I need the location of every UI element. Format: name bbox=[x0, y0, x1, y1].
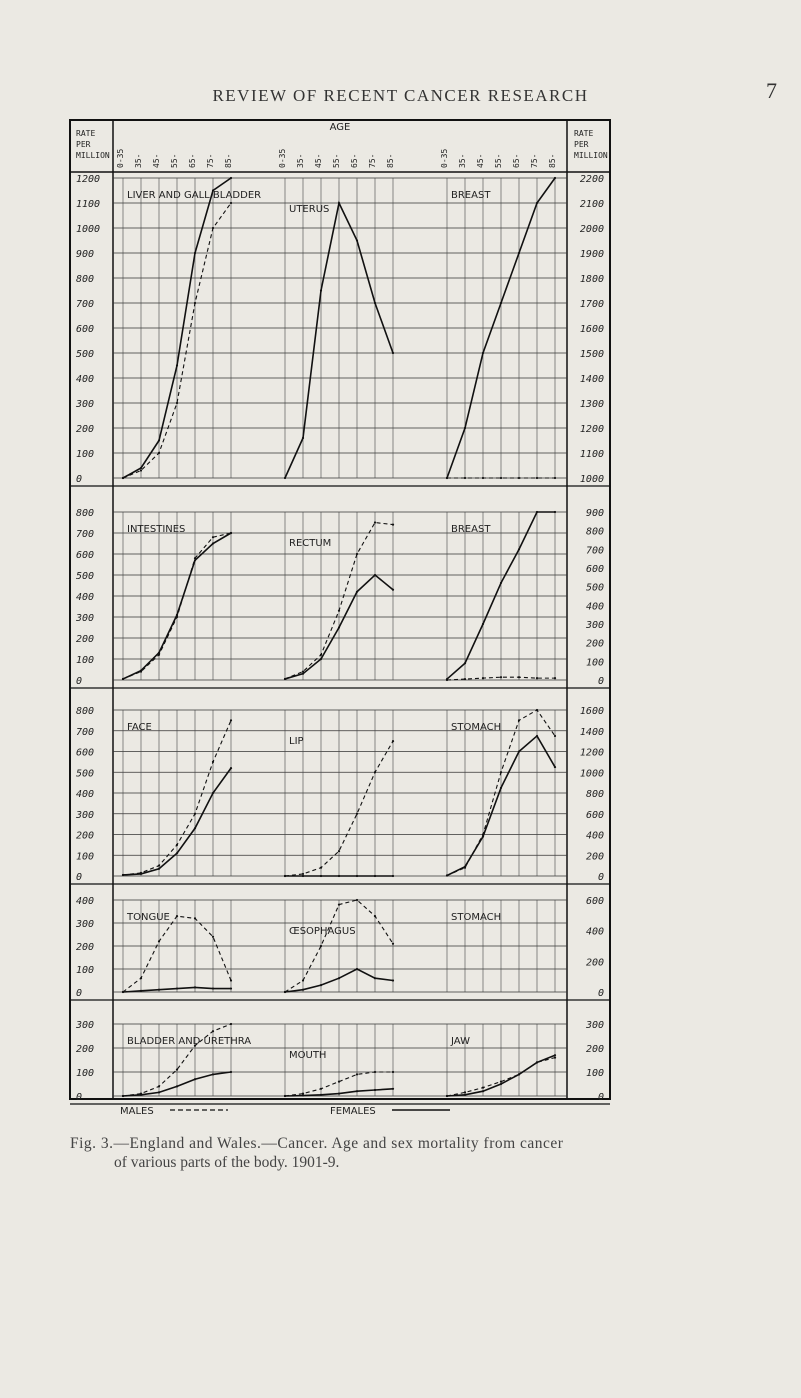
male-data-point bbox=[194, 813, 196, 815]
female-data-point bbox=[320, 1094, 322, 1096]
male-data-point bbox=[230, 202, 232, 204]
male-data-point bbox=[482, 677, 484, 679]
female-data-point bbox=[338, 626, 340, 628]
female-data-point bbox=[140, 990, 142, 992]
male-data-point bbox=[284, 991, 286, 993]
male-data-point bbox=[302, 1093, 304, 1095]
right-tick-label: 700 bbox=[585, 545, 604, 557]
right-tick-label: 1600 bbox=[579, 706, 604, 717]
caption-line-2: of various parts of the body. 1901-9. bbox=[114, 1154, 340, 1171]
female-data-point bbox=[212, 987, 214, 989]
male-data-point bbox=[158, 654, 160, 656]
left-tick-label: 200 bbox=[76, 424, 95, 435]
male-data-point bbox=[392, 524, 394, 526]
male-data-point bbox=[338, 1081, 340, 1083]
male-data-point bbox=[302, 671, 304, 673]
male-data-point bbox=[500, 771, 502, 773]
male-data-point bbox=[554, 477, 556, 479]
left-tick-label: 400 bbox=[76, 789, 95, 800]
female-data-point bbox=[320, 658, 322, 660]
right-tick-label: 1800 bbox=[579, 274, 604, 285]
right-tick-label: 1400 bbox=[579, 374, 604, 385]
male-data-point bbox=[122, 678, 124, 680]
right-axis-title-line: MILLION bbox=[574, 151, 608, 160]
female-data-point bbox=[212, 1073, 214, 1075]
cancer-site-label: LIVER AND GALL BLADDER bbox=[127, 190, 262, 201]
right-tick-label: 2000 bbox=[579, 224, 604, 235]
male-data-point bbox=[482, 1087, 484, 1089]
cancer-site-label: BLADDER AND URETHRA bbox=[127, 1036, 252, 1047]
left-tick-label: 100 bbox=[76, 851, 95, 863]
right-tick-label: 600 bbox=[585, 896, 604, 907]
age-tick-label: 45- bbox=[314, 153, 323, 168]
age-tick-label: 65- bbox=[512, 153, 521, 168]
male-data-point bbox=[392, 1071, 394, 1073]
male-data-point bbox=[446, 1095, 448, 1097]
left-tick-label: 800 bbox=[76, 508, 95, 519]
age-tick-label: 85- bbox=[548, 153, 557, 168]
cancer-site-label: FACE bbox=[127, 722, 152, 733]
right-tick-label: 200 bbox=[585, 638, 604, 650]
male-data-point bbox=[464, 477, 466, 479]
male-data-point bbox=[464, 678, 466, 680]
legend-females-label: FEMALES bbox=[330, 1106, 376, 1117]
female-data-point bbox=[464, 427, 466, 429]
male-data-point bbox=[554, 677, 556, 679]
left-tick-label: 700 bbox=[76, 299, 95, 310]
left-axis-title-line: RATE bbox=[76, 129, 96, 138]
female-data-point bbox=[302, 875, 304, 877]
female-data-point bbox=[500, 1083, 502, 1085]
female-data-point bbox=[500, 582, 502, 584]
male-data-point bbox=[158, 452, 160, 454]
female-data-point bbox=[392, 979, 394, 981]
left-tick-label: 100 bbox=[76, 965, 95, 976]
right-tick-label: 600 bbox=[585, 564, 604, 575]
left-axis-title-line: MILLION bbox=[76, 151, 110, 160]
female-data-point bbox=[482, 352, 484, 354]
female-data-point bbox=[194, 986, 196, 988]
male-data-point bbox=[446, 679, 448, 681]
male-data-point bbox=[536, 677, 538, 679]
age-tick-label: 0-35 bbox=[116, 148, 125, 168]
male-data-point bbox=[320, 945, 322, 947]
male-data-point bbox=[482, 477, 484, 479]
female-data-point bbox=[302, 673, 304, 675]
figure-caption bbox=[70, 1134, 770, 1172]
female-data-point bbox=[392, 1088, 394, 1090]
female-data-point bbox=[230, 177, 232, 179]
female-data-point bbox=[518, 548, 520, 550]
female-data-point bbox=[536, 202, 538, 204]
left-tick-label: 400 bbox=[76, 374, 95, 385]
left-tick-label: 300 bbox=[76, 613, 95, 624]
left-tick-label: 500 bbox=[76, 571, 95, 582]
female-data-point bbox=[302, 1094, 304, 1096]
chart-frame bbox=[70, 120, 610, 1099]
male-data-point bbox=[212, 536, 214, 538]
male-data-point bbox=[536, 477, 538, 479]
male-data-point bbox=[446, 874, 448, 876]
male-data-point bbox=[194, 557, 196, 559]
age-tick-label: 55- bbox=[332, 153, 341, 168]
male-data-point bbox=[230, 719, 232, 721]
left-tick-label: 1100 bbox=[76, 199, 101, 210]
left-tick-label: 300 bbox=[76, 919, 95, 930]
female-data-point bbox=[176, 364, 178, 366]
right-tick-label: 100 bbox=[585, 1068, 604, 1079]
caption-line-1: Fig. 3.—England and Wales.—Cancer. Age and sex mortality from cancer bbox=[70, 1135, 564, 1152]
left-tick-label: 600 bbox=[76, 324, 95, 335]
right-tick-label: 200 bbox=[585, 957, 604, 969]
male-data-point bbox=[176, 844, 178, 846]
male-data-point bbox=[518, 1073, 520, 1075]
cancer-site-label: BREAST bbox=[451, 190, 491, 201]
cancer-site-label: RECTUM bbox=[289, 538, 332, 549]
female-data-point bbox=[176, 1085, 178, 1087]
left-tick-label: 100 bbox=[76, 655, 95, 666]
female-data-point bbox=[320, 289, 322, 291]
male-data-point bbox=[176, 1069, 178, 1071]
female-data-point bbox=[518, 750, 520, 752]
female-data-point bbox=[356, 875, 358, 877]
male-data-point bbox=[320, 1088, 322, 1090]
right-tick-label: 800 bbox=[585, 789, 604, 800]
female-data-point bbox=[230, 767, 232, 769]
female-data-point bbox=[302, 989, 304, 991]
female-data-point bbox=[482, 1090, 484, 1092]
female-data-point bbox=[320, 984, 322, 986]
right-tick-label: 600 bbox=[585, 809, 604, 821]
right-axis-title-line: RATE bbox=[574, 129, 594, 138]
left-tick-label: 400 bbox=[76, 896, 95, 907]
male-data-point bbox=[140, 872, 142, 874]
female-data-point bbox=[302, 437, 304, 439]
male-data-point bbox=[122, 874, 124, 876]
male-data-point bbox=[212, 1030, 214, 1032]
right-tick-label: 1100 bbox=[579, 449, 604, 460]
age-tick-label: 75- bbox=[530, 153, 539, 168]
age-tick-label: 85- bbox=[386, 153, 395, 168]
left-tick-label: 1000 bbox=[76, 224, 101, 235]
male-data-point bbox=[374, 521, 376, 523]
age-tick-label: 65- bbox=[350, 153, 359, 168]
page-number: 7 bbox=[766, 78, 777, 103]
female-data-point bbox=[194, 827, 196, 829]
left-tick-label: 0 bbox=[76, 474, 83, 485]
female-data-point bbox=[482, 835, 484, 837]
right-tick-label: 1900 bbox=[579, 249, 604, 260]
right-tick-label: 200 bbox=[585, 1044, 604, 1055]
female-data-point bbox=[158, 989, 160, 991]
left-tick-label: 500 bbox=[76, 349, 95, 360]
right-tick-label: 200 bbox=[585, 851, 604, 863]
right-tick-label: 800 bbox=[585, 526, 604, 538]
cancer-site-label: ŒSOPHAGUS bbox=[289, 926, 356, 937]
left-tick-label: 300 bbox=[76, 399, 95, 410]
female-data-point bbox=[338, 1093, 340, 1095]
female-data-point bbox=[374, 977, 376, 979]
cancer-site-label: BREAST bbox=[451, 524, 491, 535]
left-axis-title-line: PER bbox=[76, 140, 91, 149]
left-tick-label: 400 bbox=[76, 592, 95, 603]
male-data-point bbox=[158, 940, 160, 942]
female-data-point bbox=[518, 252, 520, 254]
female-data-point bbox=[554, 177, 556, 179]
male-data-point bbox=[194, 917, 196, 919]
female-data-point bbox=[392, 352, 394, 354]
right-tick-label: 0 bbox=[597, 1092, 604, 1103]
male-data-point bbox=[302, 979, 304, 981]
female-data-point bbox=[176, 852, 178, 854]
left-tick-label: 1200 bbox=[76, 174, 101, 185]
male-data-point bbox=[446, 477, 448, 479]
female-data-point bbox=[500, 302, 502, 304]
female-data-point bbox=[356, 968, 358, 970]
male-data-point bbox=[374, 915, 376, 917]
male-data-point bbox=[338, 904, 340, 906]
female-data-point bbox=[194, 252, 196, 254]
male-data-point bbox=[338, 850, 340, 852]
cancer-site-label: INTESTINES bbox=[127, 524, 186, 535]
male-data-point bbox=[356, 553, 358, 555]
right-tick-label: 500 bbox=[585, 582, 604, 594]
left-tick-label: 0 bbox=[76, 872, 83, 883]
left-tick-label: 600 bbox=[76, 747, 95, 759]
male-data-point bbox=[320, 867, 322, 869]
female-data-point bbox=[536, 735, 538, 737]
female-data-point bbox=[374, 574, 376, 576]
female-data-point bbox=[158, 868, 160, 870]
age-tick-label: 65- bbox=[188, 153, 197, 168]
female-data-point bbox=[392, 875, 394, 877]
left-tick-label: 200 bbox=[76, 830, 95, 842]
male-data-point bbox=[212, 936, 214, 938]
female-data-point bbox=[338, 977, 340, 979]
female-data-point bbox=[374, 1089, 376, 1091]
left-tick-label: 200 bbox=[76, 634, 95, 645]
right-tick-label: 1400 bbox=[579, 726, 604, 738]
age-tick-label: 45- bbox=[476, 153, 485, 168]
right-tick-label: 1000 bbox=[579, 474, 604, 485]
male-data-point bbox=[500, 477, 502, 479]
left-tick-label: 800 bbox=[76, 706, 95, 717]
male-data-point bbox=[176, 402, 178, 404]
male-data-point bbox=[356, 813, 358, 815]
left-tick-label: 700 bbox=[76, 529, 95, 540]
male-data-point bbox=[392, 740, 394, 742]
right-tick-label: 1000 bbox=[579, 768, 604, 780]
male-data-point bbox=[176, 915, 178, 917]
female-data-point bbox=[356, 1090, 358, 1092]
cancer-site-label: STOMACH bbox=[451, 912, 502, 923]
male-data-point bbox=[356, 899, 358, 901]
right-tick-label: 0 bbox=[597, 676, 604, 687]
male-data-point bbox=[464, 1091, 466, 1093]
right-tick-label: 400 bbox=[585, 601, 604, 613]
legend-males-label: MALES bbox=[120, 1106, 154, 1117]
female-data-point bbox=[356, 239, 358, 241]
left-tick-label: 900 bbox=[76, 249, 95, 260]
male-data-point bbox=[374, 771, 376, 773]
right-tick-label: 1300 bbox=[579, 399, 604, 410]
cancer-site-label: LIP bbox=[289, 736, 304, 747]
male-data-point bbox=[122, 477, 124, 479]
male-data-point bbox=[536, 709, 538, 711]
left-tick-label: 600 bbox=[76, 550, 95, 561]
right-axis-title-line: PER bbox=[574, 140, 589, 149]
female-data-point bbox=[176, 987, 178, 989]
female-data-point bbox=[194, 559, 196, 561]
left-tick-label: 0 bbox=[76, 1092, 83, 1103]
right-tick-label: 2200 bbox=[579, 174, 604, 185]
age-tick-label: 55- bbox=[170, 153, 179, 168]
male-data-point bbox=[140, 469, 142, 471]
female-data-point bbox=[230, 1071, 232, 1073]
cancer-site-label: STOMACH bbox=[451, 722, 502, 733]
female-data-point bbox=[464, 662, 466, 664]
age-tick-label: 35- bbox=[134, 153, 143, 168]
left-tick-label: 500 bbox=[76, 768, 95, 780]
right-tick-label: 100 bbox=[585, 657, 604, 669]
male-data-point bbox=[176, 616, 178, 618]
left-tick-label: 0 bbox=[76, 988, 83, 999]
male-data-point bbox=[212, 227, 214, 229]
male-data-point bbox=[554, 1057, 556, 1059]
right-tick-label: 400 bbox=[585, 926, 604, 938]
male-data-point bbox=[230, 1023, 232, 1025]
age-tick-label: 35- bbox=[458, 153, 467, 168]
female-data-point bbox=[320, 875, 322, 877]
male-data-point bbox=[158, 1085, 160, 1087]
right-tick-label: 1700 bbox=[579, 299, 604, 310]
male-data-point bbox=[284, 875, 286, 877]
x-axis-title: AGE bbox=[329, 122, 351, 133]
female-data-point bbox=[212, 792, 214, 794]
right-tick-label: 2100 bbox=[579, 199, 604, 210]
age-tick-label: 75- bbox=[206, 153, 215, 168]
left-tick-label: 0 bbox=[76, 676, 83, 687]
age-tick-label: 0-35 bbox=[440, 148, 449, 168]
female-data-point bbox=[158, 1091, 160, 1093]
female-data-point bbox=[554, 1054, 556, 1056]
age-tick-label: 35- bbox=[296, 153, 305, 168]
left-tick-label: 100 bbox=[76, 1068, 95, 1079]
male-data-point bbox=[302, 873, 304, 875]
female-data-point bbox=[158, 439, 160, 441]
male-data-point bbox=[482, 833, 484, 835]
left-tick-label: 700 bbox=[76, 726, 95, 738]
right-tick-label: 1200 bbox=[579, 424, 604, 435]
female-data-point bbox=[374, 875, 376, 877]
age-tick-label: 85- bbox=[224, 153, 233, 168]
right-tick-label: 300 bbox=[585, 620, 604, 631]
female-data-point bbox=[356, 591, 358, 593]
male-data-point bbox=[140, 977, 142, 979]
left-tick-label: 300 bbox=[76, 1020, 95, 1031]
female-data-point bbox=[392, 589, 394, 591]
male-data-point bbox=[230, 532, 232, 534]
male-data-point bbox=[212, 761, 214, 763]
male-data-point bbox=[500, 1081, 502, 1083]
female-data-point bbox=[464, 1094, 466, 1096]
female-data-point bbox=[230, 987, 232, 989]
running-head: REVIEW OF RECENT CANCER RESEARCH bbox=[212, 86, 589, 105]
male-data-point bbox=[374, 1071, 376, 1073]
cancer-site-label: MOUTH bbox=[289, 1050, 327, 1061]
right-tick-label: 0 bbox=[597, 872, 604, 883]
female-data-point bbox=[500, 787, 502, 789]
male-data-point bbox=[284, 678, 286, 680]
male-data-point bbox=[536, 1061, 538, 1063]
left-tick-label: 100 bbox=[76, 449, 95, 460]
right-tick-label: 1200 bbox=[579, 747, 604, 759]
age-tick-label: 55- bbox=[494, 153, 503, 168]
male-data-point bbox=[518, 676, 520, 678]
right-tick-label: 900 bbox=[585, 508, 604, 519]
female-data-point bbox=[212, 542, 214, 544]
male-data-point bbox=[464, 867, 466, 869]
age-tick-label: 0-35 bbox=[278, 148, 287, 168]
right-tick-label: 300 bbox=[585, 1020, 604, 1031]
left-tick-label: 800 bbox=[76, 274, 95, 285]
right-tick-label: 0 bbox=[597, 988, 604, 999]
female-data-point bbox=[338, 202, 340, 204]
right-tick-label: 400 bbox=[585, 830, 604, 842]
age-tick-label: 75- bbox=[368, 153, 377, 168]
cancer-site-label: UTERUS bbox=[289, 204, 330, 215]
male-data-point bbox=[140, 671, 142, 673]
left-tick-label: 200 bbox=[76, 1044, 95, 1055]
male-data-point bbox=[284, 1095, 286, 1097]
female-data-point bbox=[140, 467, 142, 469]
female-data-point bbox=[536, 511, 538, 513]
cancer-site-label: JAW bbox=[451, 1036, 470, 1047]
male-data-point bbox=[158, 865, 160, 867]
right-tick-label: 1500 bbox=[579, 349, 604, 360]
male-data-point bbox=[356, 1073, 358, 1075]
right-tick-label: 1600 bbox=[579, 324, 604, 335]
male-data-point bbox=[518, 477, 520, 479]
male-data-point bbox=[500, 676, 502, 678]
female-data-point bbox=[284, 477, 286, 479]
male-data-point bbox=[194, 302, 196, 304]
male-data-point bbox=[140, 1093, 142, 1095]
male-data-point bbox=[230, 979, 232, 981]
male-data-point bbox=[122, 991, 124, 993]
male-data-point bbox=[518, 719, 520, 721]
male-data-point bbox=[554, 735, 556, 737]
male-data-point bbox=[392, 943, 394, 945]
female-data-point bbox=[338, 875, 340, 877]
male-data-point bbox=[338, 610, 340, 612]
left-tick-label: 300 bbox=[76, 809, 95, 821]
female-data-point bbox=[554, 511, 556, 513]
male-data-point bbox=[122, 1095, 124, 1097]
female-data-point bbox=[482, 623, 484, 625]
male-data-point bbox=[320, 654, 322, 656]
female-data-point bbox=[554, 766, 556, 768]
age-tick-label: 45- bbox=[152, 153, 161, 168]
female-data-point bbox=[374, 302, 376, 304]
female-data-point bbox=[194, 1078, 196, 1080]
left-tick-label: 200 bbox=[76, 942, 95, 953]
cancer-site-label: TONGUE bbox=[127, 912, 170, 923]
